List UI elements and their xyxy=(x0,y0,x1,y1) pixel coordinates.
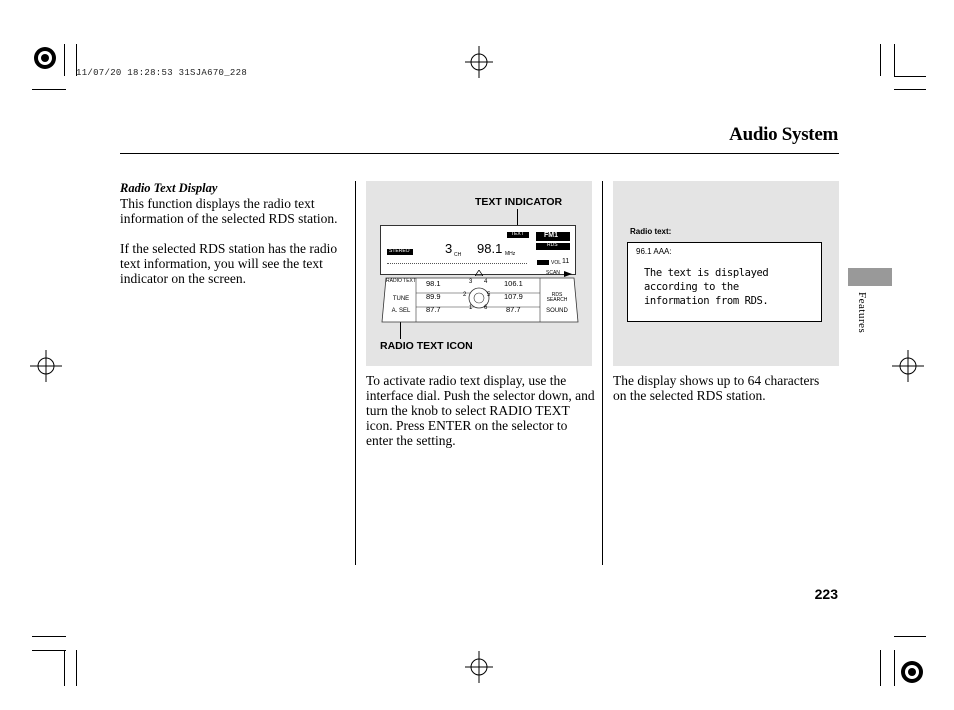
preset-number: 1 xyxy=(469,305,473,311)
preset-freq[interactable]: 87.7 xyxy=(426,305,441,314)
scan-label: SCAN xyxy=(546,270,560,276)
vol-meter xyxy=(537,260,549,265)
channel-number: 3 xyxy=(445,241,453,256)
preset-freq[interactable]: 107.9 xyxy=(504,292,523,301)
preset-number: 5 xyxy=(487,292,491,298)
section-tab xyxy=(848,268,892,286)
page-title: Audio System xyxy=(729,124,838,145)
preset-freq[interactable]: 98.1 xyxy=(426,279,441,288)
audio-select-button[interactable]: A. SEL xyxy=(391,308,411,314)
left-column xyxy=(120,181,345,286)
tune-button[interactable]: TUNE xyxy=(392,296,410,302)
page-number: 223 xyxy=(814,586,838,602)
section-tab-label: Features xyxy=(856,292,868,334)
preset-number: 3 xyxy=(469,279,473,285)
header-rule xyxy=(120,153,839,154)
preset-freq[interactable]: 106.1 xyxy=(504,279,523,288)
radio-text-message: The text is displayed according to the information from RDS. xyxy=(644,267,769,307)
radio-display: STEREO 3 CH 98.1 MHz TEXT FM1 RDS VOL 11 xyxy=(380,225,576,275)
frequency: 98.1 xyxy=(477,241,503,256)
section-subheading: Radio Text Display xyxy=(120,181,218,195)
text-indicator-callout: TEXT INDICATOR xyxy=(475,196,563,208)
right-paragraph: The display shows up to 64 characters on the selected RDS station. xyxy=(613,373,820,403)
stereo-badge: STEREO xyxy=(387,249,413,255)
rds-search-button[interactable]: RDS SEARCH xyxy=(546,292,568,303)
rds-badge: RDS xyxy=(536,243,570,250)
radio-text-screen xyxy=(627,242,822,322)
sound-button[interactable]: SOUND xyxy=(546,308,568,314)
radio-text-heading: Radio text: xyxy=(630,227,672,236)
radio-text-icon-callout: RADIO TEXT ICON xyxy=(380,340,473,352)
preset-number: 2 xyxy=(463,292,467,298)
preset-number: 6 xyxy=(484,305,488,311)
intro-paragraph: This function displays the radio text information of the selected RDS station. xyxy=(120,196,338,226)
indicator-paragraph: If the selected RDS station has the radio text information, you will see the text indicator on the screen. xyxy=(120,241,338,286)
callout-leader xyxy=(517,209,518,225)
station-line: 96.1 AAA: xyxy=(636,247,672,256)
preset-freq[interactable]: 89.9 xyxy=(426,292,441,301)
middle-paragraph: To activate radio text display, use the interface dial. Push the selector down, and turn the knob to select RADIO TEXT icon. Press ENTER on the selector to enter the setting. xyxy=(366,373,595,448)
column-divider xyxy=(602,181,603,565)
band-badge: FM1 xyxy=(536,232,570,241)
radio-figure xyxy=(366,181,592,366)
print-stamp: 11/07/20 18:28:53 31SJA670_228 xyxy=(76,68,248,78)
vol-bar xyxy=(387,263,527,265)
column-divider xyxy=(355,181,356,565)
radio-text-button[interactable]: RADIO TEXT xyxy=(386,278,416,284)
text-indicator: TEXT xyxy=(507,232,529,238)
preset-freq[interactable]: 87.7 xyxy=(506,305,521,314)
preset-number: 4 xyxy=(484,279,488,285)
